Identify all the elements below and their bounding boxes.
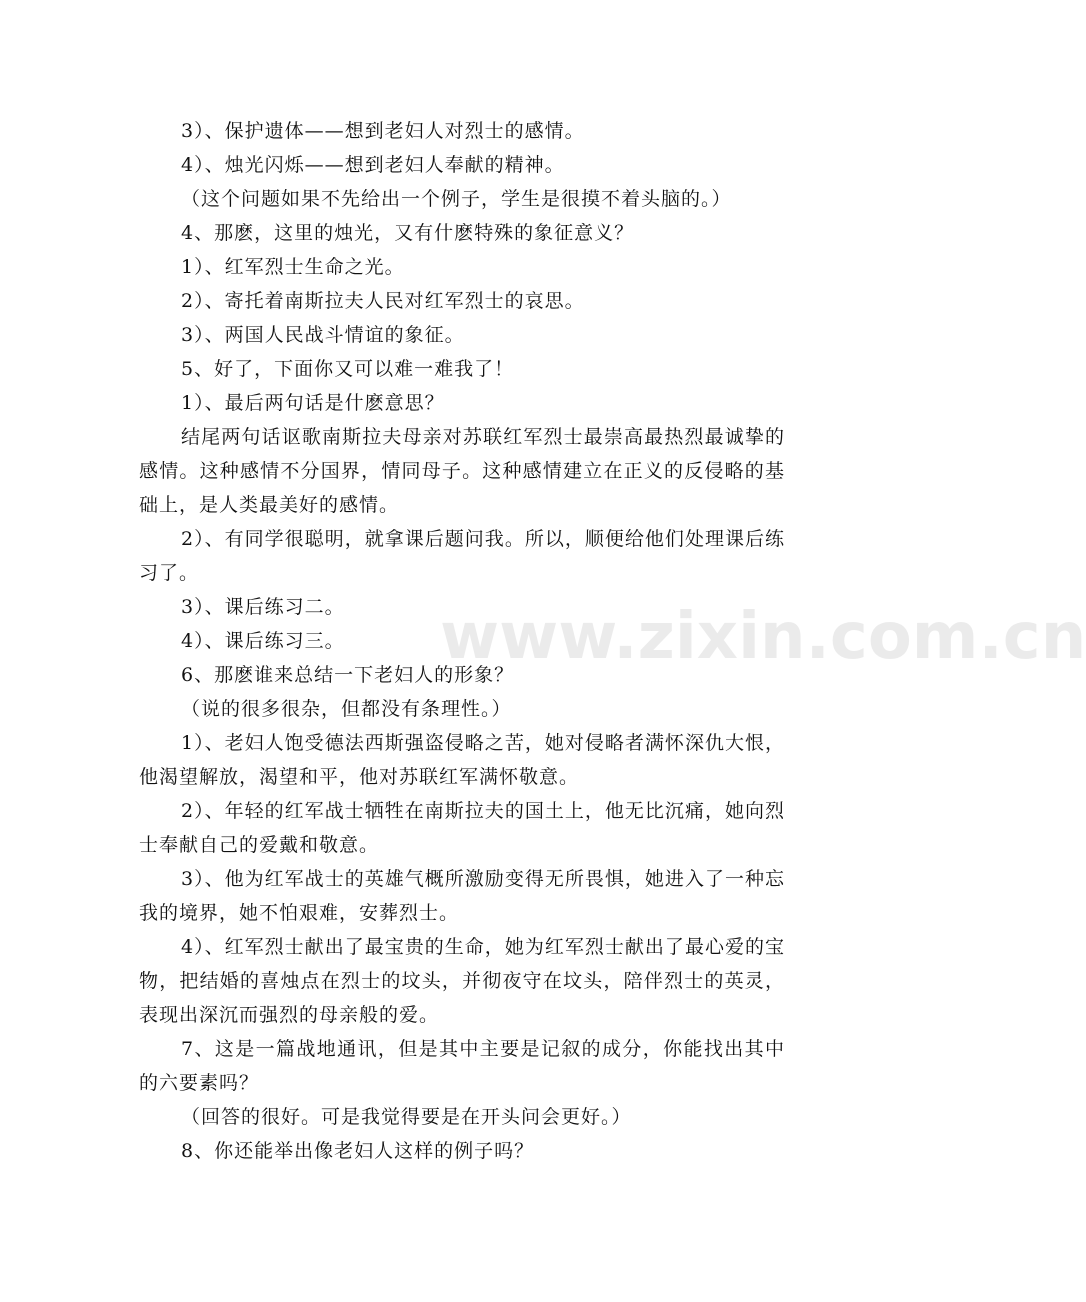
paragraph: 3）、他为红军战士的英雄气概所激励变得无所畏惧，她进入了一种忘我的境界，她不怕艰难，安葬烈士。 [139,868,785,924]
paragraph: 4）、红军烈士献出了最宝贵的生命，她为红军烈士献出了最心爱的宝物，把结婚的喜烛点在烈士的坟头，并彻夜守在坟头，陪伴烈士的英灵，表现出深沉而强烈的母亲般的爱。 [139,936,785,1026]
paragraph: 结尾两句话讴歌南斯拉夫母亲对苏联红军烈士最崇高最热烈最诚挚的感情。这种感情不分国界，情同母子。这种感情建立在正义的反侵略的基础上，是人类最美好的感情。 [139,426,785,516]
paragraph: 5、好了，下面你又可以难一难我了！ [181,358,515,380]
paragraph: 7、这是一篇战地通讯，但是其中主要是记叙的成分，你能找出其中的六要素吗？ [139,1038,785,1094]
paragraph: 1）、红军烈士生命之光。 [181,256,405,278]
paragraph: 4）、烛光闪烁——想到老妇人奉献的精神。 [181,154,565,176]
paragraph: 3）、保护遗体——想到老妇人对烈士的感情。 [181,120,585,142]
paragraph: （说的很多很杂，但都没有条理性。） [181,698,512,720]
paragraph: 2）、年轻的红军战士牺牲在南斯拉夫的国土上，他无比沉痛，她向烈士奉献自己的爱戴和敬意。 [139,800,785,856]
paragraph: 8、你还能举出像老妇人这样的例子吗？ [181,1140,535,1162]
paragraph: 2）、有同学很聪明，就拿课后题问我。所以，顺便给他们处理课后练习了。 [139,528,785,584]
watermark: www.zixin.com.cn [440,600,1086,674]
paragraph: （回答的很好。可是我觉得要是在开头问会更好。） [181,1106,632,1128]
paragraph: 3）、两国人民战斗情谊的象征。 [181,324,465,346]
paragraph: 3）、课后练习二。 [181,596,345,618]
paragraph: （这个问题如果不先给出一个例子，学生是很摸不着头脑的。） [181,188,732,210]
paragraph: 1）、老妇人饱受德法西斯强盗侵略之苦，她对侵略者满怀深仇大恨，他渴望解放，渴望和平，他对苏联红军满怀敬意。 [139,732,785,788]
paragraph: 2）、寄托着南斯拉夫人民对红军烈士的哀思。 [181,290,585,312]
paragraph: 6、那麽谁来总结一下老妇人的形象？ [181,664,515,686]
paragraph: 1）、最后两句话是什麽意思？ [181,392,445,414]
paragraph: 4）、课后练习三。 [181,630,345,652]
paragraph: 4、那麽，这里的烛光，又有什麽特殊的象征意义？ [181,222,635,244]
